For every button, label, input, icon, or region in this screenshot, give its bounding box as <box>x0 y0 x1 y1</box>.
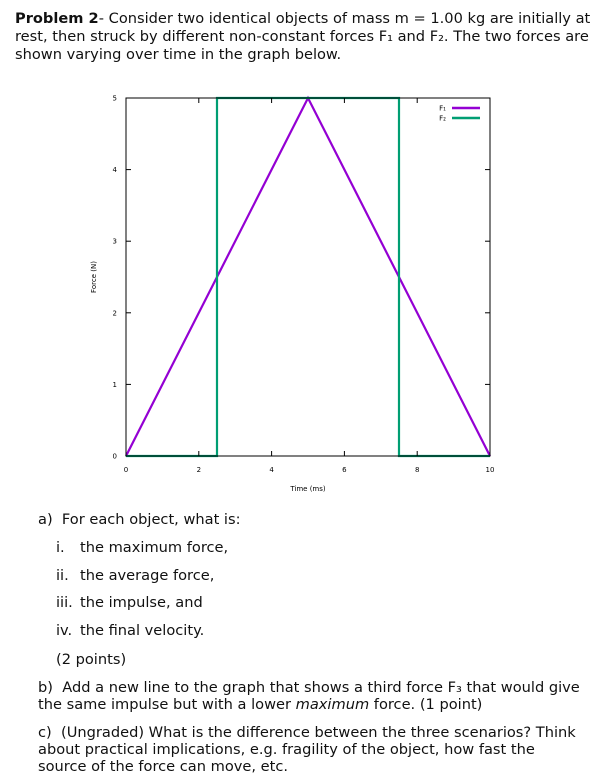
question-a-text: For each object, what is: <box>61 511 241 528</box>
problem-text: - Consider two identical objects of mass m = 1.00 kg are initially at rest, then struck by different non-constant forces F₁ and F₂. The two forces are shown varying over time in the graph below. <box>15 10 591 63</box>
item-text: the impulse, and <box>80 594 203 611</box>
question-b-label: b) <box>38 679 53 696</box>
x-tick-label: 6 <box>342 466 347 474</box>
legend-label: F₂ <box>439 114 446 123</box>
legend-label: F₁ <box>439 104 446 113</box>
problem-statement <box>15 10 595 64</box>
x-tick-label: 4 <box>269 466 274 474</box>
plot-frame <box>126 98 490 456</box>
question-b <box>38 679 583 713</box>
question-b-emphasis: maximum <box>295 696 370 713</box>
x-tick-label: 0 <box>123 466 129 474</box>
y-tick-label: 3 <box>112 237 117 246</box>
question-a-item <box>56 539 228 557</box>
y-tick-label: 2 <box>112 309 117 318</box>
y-tick-label: 5 <box>112 94 117 103</box>
y-axis-label: Force (N) <box>90 261 98 293</box>
x-tick-label: 10 <box>485 466 495 474</box>
item-number: iii. <box>56 594 73 611</box>
question-b-text: Add a new line to the graph that shows a third force F₃ that would give the same impulse but with a lower <box>38 679 580 713</box>
question-a-item <box>56 594 203 612</box>
y-tick-label: 1 <box>112 380 117 389</box>
question-c <box>38 724 586 775</box>
question-a-label: a) <box>38 511 53 528</box>
item-number: iv. <box>56 622 73 639</box>
question-a-item <box>56 622 204 640</box>
series-line-f1 <box>126 98 490 456</box>
item-number: ii. <box>56 567 69 584</box>
x-tick-label: 2 <box>196 466 202 474</box>
question-a <box>38 511 241 529</box>
question-a-item <box>56 567 214 585</box>
item-text: the maximum force, <box>80 539 229 556</box>
series-line-f2 <box>126 98 490 456</box>
question-c-label: c) <box>38 724 52 741</box>
question-b-text-end: force. (1 point) <box>369 696 483 713</box>
y-tick-label: 4 <box>112 166 117 175</box>
problem-label: Problem 2 <box>15 10 99 27</box>
item-number: i. <box>56 539 65 556</box>
x-tick-label: 8 <box>414 466 420 474</box>
y-tick-label: 0 <box>112 452 117 461</box>
force-time-chart <box>80 88 520 500</box>
item-text: the average force, <box>80 567 215 584</box>
item-text: the final velocity. <box>80 622 205 639</box>
question-a-points: (2 points) <box>56 651 127 668</box>
x-axis-label: Time (ms) <box>290 485 326 493</box>
question-c-text: (Ungraded) What is the difference between the three scenarios? Think about practical implications, e.g. fragility of the object, how fast the source of the force can move, etc. <box>38 724 576 775</box>
